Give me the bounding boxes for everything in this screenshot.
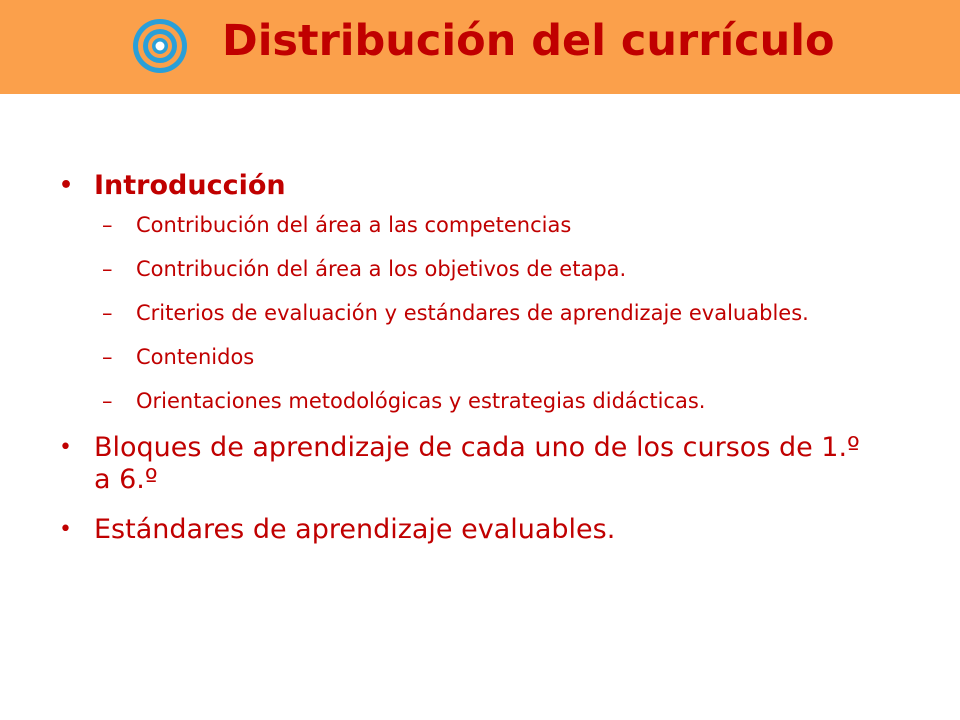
- concentric-circles-icon: [130, 16, 190, 76]
- title-bar: [0, 0, 960, 94]
- bullet-bloques: [58, 432, 918, 496]
- bullet-estandares: [58, 514, 918, 546]
- bullet-label: Introducción: [94, 170, 286, 201]
- bullet-icon: •: [59, 435, 72, 460]
- sub-item-label: Contenidos: [136, 345, 255, 369]
- sub-item: [58, 388, 918, 415]
- dash-icon: –: [102, 301, 113, 325]
- sub-item-label: Contribución del área a las competencias: [136, 213, 572, 237]
- sub-item: [58, 212, 918, 239]
- sub-item-label: Criterios de evaluación y estándares de aprendizaje evaluables.: [136, 301, 809, 325]
- sub-item: [58, 344, 918, 371]
- bullet-label: Estándares de aprendizaje evaluables.: [94, 514, 616, 545]
- bullet-label: Bloques de aprendizaje de cada uno de los cursos de 1.º a 6.º: [94, 432, 860, 495]
- slide-title: Distribución del currículo: [222, 16, 835, 66]
- sub-item: [58, 300, 918, 327]
- sub-item-label: Orientaciones metodológicas y estrategias didácticas.: [136, 389, 706, 413]
- sub-list: [58, 212, 918, 415]
- dash-icon: –: [102, 389, 113, 413]
- dash-icon: –: [102, 345, 113, 369]
- bullet-icon: •: [59, 173, 74, 198]
- bullet-list: [58, 170, 918, 546]
- dash-icon: –: [102, 213, 113, 237]
- sub-item-label: Contribución del área a los objetivos de etapa.: [136, 257, 627, 281]
- dash-icon: –: [102, 257, 113, 281]
- sub-item: [58, 256, 918, 283]
- bullet-introduccion: [58, 170, 918, 202]
- bullet-icon: •: [59, 517, 72, 542]
